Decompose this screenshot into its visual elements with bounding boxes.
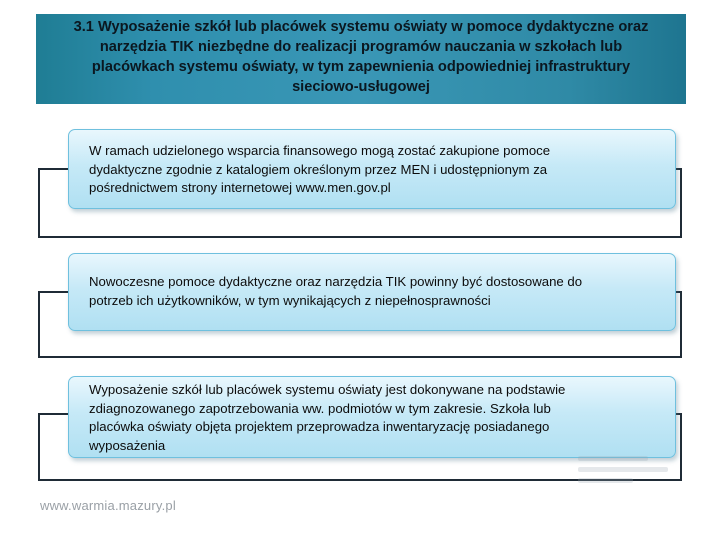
info-box-3 bbox=[68, 376, 676, 458]
slide-title-line: sieciowo-usługowej bbox=[292, 79, 430, 95]
slide-title-line: 3.1 Wyposażenie szkół lub placówek systemu oświaty w pomoce dydaktyczne oraz bbox=[73, 19, 649, 35]
info-box-text-line: potrzeb ich użytkowników, w tym wynikających z niepełnosprawności bbox=[89, 292, 491, 308]
info-box-text-line: zdiagnozowanego zapotrzebowania ww. podmiotów w tym zakresie. Szkoła lub bbox=[89, 400, 551, 416]
info-box-text-line: Nowoczesne pomoce dydaktyczne oraz narzędzia TIK powinny być dostosowane do bbox=[89, 274, 583, 289]
slide-title-line: narzędzia TIK niezbędne do realizacji programów nauczania w szkołach lub bbox=[99, 39, 623, 55]
info-box-2 bbox=[68, 253, 676, 331]
info-box-text-line: pośrednictwem strony internetowej www.men.gov.pl bbox=[89, 180, 391, 195]
slide-title-line: placówkach systemu oświaty, w tym zapewnienia odpowiedniej infrastruktury bbox=[91, 59, 631, 75]
info-box-text-line: Wyposażenie szkół lub placówek systemu oświaty jest dokonywane na podstawie bbox=[89, 382, 566, 397]
info-box-text-line: placówka oświaty objęta projektem przeprowadza inwentaryzację posiadanego bbox=[89, 419, 550, 434]
info-box-text-line: W ramach udzielonego wsparcia finansowego mogą zostać zakupione pomoce bbox=[89, 143, 551, 158]
faded-logo-watermark bbox=[578, 456, 678, 490]
info-box-text-line: dydaktyczne zgodnie z katalogiem określonym przez MEN i udostępnionym za bbox=[89, 161, 548, 177]
footer-url: www.warmia.mazury.pl bbox=[40, 498, 176, 513]
info-box-text-line: wyposażenia bbox=[89, 437, 166, 453]
slide-title-banner bbox=[36, 14, 686, 104]
info-box-1 bbox=[68, 129, 676, 209]
